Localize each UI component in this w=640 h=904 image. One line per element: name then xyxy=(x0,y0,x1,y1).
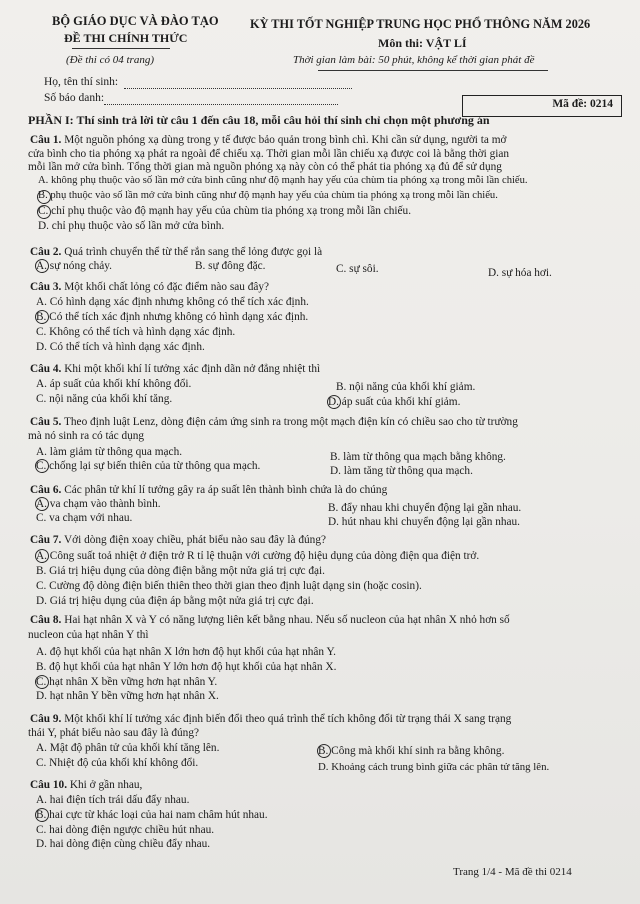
q3-option-d: D. Có thể tích và hình dạng xác định. xyxy=(36,341,205,353)
q10-option-c: C. hai dòng điện ngược chiều hút nhau. xyxy=(36,824,215,836)
q8-stem-line1: Câu 8. Hai hạt nhân X và Y có năng lượng liên kết bằng nhau. Nếu số nucleon của hạt nhân X nhỏ hơn số xyxy=(30,614,510,626)
part1-title: PHẦN I: Thí sinh trả lời từ câu 1 đến câu 18, mỗi câu hỏi thí sinh chỉ chọn một phương án xyxy=(28,113,490,127)
q6-option-c: C. va chạm với nhau. xyxy=(36,512,133,524)
q4-option-d: D. áp suất của khối khí giảm. xyxy=(328,396,461,408)
q8-option-b: B. độ hụt khối của hạt nhân Y lớn hơn độ hụt khối của hạt nhân X. xyxy=(36,661,337,673)
q1-option-b: B. phụ thuộc vào số lần mở cửa bình cũng như độ mạnh hay yếu của chùm tia phóng xạ trong mỗi lần chiếu. xyxy=(38,190,498,201)
q8-stem-line2: nucleon của hạt nhân Y thì xyxy=(28,629,149,641)
header-underline-left xyxy=(72,48,170,49)
q1-stem-line2: cửa bình cho tia phóng xạ phát ra ngoài để chiếu xạ. Thời gian mỗi lần chiếu xạ được coi là bằng thời gian xyxy=(28,148,510,160)
q4-option-b: B. nội năng của khối khí giảm. xyxy=(336,381,476,393)
q5-option-c: C. chống lại sự biến thiên của từ thông qua mạch. xyxy=(36,460,261,472)
q5-option-d: D. làm tăng từ thông qua mạch. xyxy=(330,465,473,477)
q8-option-a: A. độ hụt khối của hạt nhân X lớn hơn độ hụt khối của hạt nhân Y. xyxy=(36,646,336,658)
question-number: Câu 5. xyxy=(30,416,62,428)
page-count-note: (Đề thi có 04 trang) xyxy=(66,54,154,66)
q7-option-d: D. Giá trị hiệu dụng của điện áp bằng một nửa giá trị cực đại. xyxy=(36,595,314,607)
q2-option-d: D. sự hóa hơi. xyxy=(488,267,552,279)
question-number: Câu 3. xyxy=(30,281,62,293)
q7-option-a: A. Công suất toả nhiệt ở điện trở R tỉ lệ thuận với cường độ hiệu dụng của dòng điện qua điện trở. xyxy=(36,550,480,562)
question-number: Câu 9. xyxy=(30,713,62,725)
q2-stem: Câu 2. Quá trình chuyển thể từ thể rắn sang thể lỏng được gọi là xyxy=(30,246,323,258)
question-number: Câu 2. xyxy=(30,246,62,258)
q10-option-b: B. hai cực từ khác loại của hai nam châm hút nhau. xyxy=(36,809,268,821)
candidate-name-field xyxy=(124,88,352,89)
q1-stem-rest: Một nguồn phóng xạ dùng trong y tế được bảo quản trong bình chì. Khi cần sử dụng, người ta mở xyxy=(61,134,507,146)
q1-option-c: C. chỉ phụ thuộc vào độ mạnh hay yếu của chùm tia phóng xạ trong mỗi lần chiếu. xyxy=(38,205,412,217)
question-number: Câu 10. xyxy=(30,779,68,791)
question-number: Câu 8. xyxy=(30,614,62,626)
q1-option-d: D. chỉ phụ thuộc vào số lần mở cửa bình. xyxy=(38,220,225,232)
page-footer: Trang 1/4 - Mã đề thi 0214 xyxy=(453,866,572,878)
q3-option-a: A. Có hình dạng xác định nhưng không có thể tích xác định. xyxy=(36,296,309,308)
q9-option-d: D. Khoảng cách trung bình giữa các phân tử tăng lên. xyxy=(318,761,550,773)
exam-type: ĐỀ THI CHÍNH THỨC xyxy=(64,31,188,45)
q3-option-b: B. Có thể tích xác định nhưng không có hình dạng xác định. xyxy=(36,311,309,323)
q6-stem: Câu 6. Các phân tử khí lí tưởng gây ra áp suất lên thành bình chứa là do chúng xyxy=(30,484,388,496)
q5-stem-line1: Câu 5. Theo định luật Lenz, dòng điện cảm ứng sinh ra trong một mạch điện kín có chiều sao cho từ trường xyxy=(30,416,518,428)
q3-stem: Câu 3. Một khối chất lỏng có đặc điểm nào sau đây? xyxy=(30,281,270,293)
q6-option-a: A. va chạm vào thành bình. xyxy=(36,498,161,510)
question-number: Câu 6. xyxy=(30,484,62,496)
q2-option-b: B. sự đông đặc. xyxy=(195,260,266,272)
q9-stem-line1: Câu 9. Một khối khí lí tưởng xác định biến đổi theo quá trình thể tích không đổi từ trạng thái X sang trạng xyxy=(30,713,512,725)
q4-option-a: A. áp suất của khối khí không đổi. xyxy=(36,378,192,390)
q1-stem-line1 xyxy=(30,134,507,146)
q10-option-d: D. hai dòng điện cùng chiều đẩy nhau. xyxy=(36,838,211,850)
q5-option-a: A. làm giảm từ thông qua mạch. xyxy=(36,446,183,458)
q9-stem-line2: thái Y, phát biểu nào sau đây là đúng? xyxy=(28,727,199,739)
q8-option-d: D. hạt nhân Y bền vững hơn hạt nhân X. xyxy=(36,690,219,702)
q8-option-c: C. hạt nhân X bền vững hơn hạt nhân Y. xyxy=(36,676,218,688)
candidate-id-label: Số báo danh: xyxy=(44,92,105,104)
ministry-name: BỘ GIÁO DỤC VÀ ĐÀO TẠO xyxy=(52,14,219,28)
q6-option-d: D. hút nhau khi chuyển động lại gần nhau. xyxy=(328,516,521,528)
q1-stem-line3: mỗi lần mở cửa bình. Tổng thời gian mà nguồn phóng xạ này còn có thể phát tia phóng xạ đủ để sử dụng xyxy=(28,161,502,173)
exam-code: Mã đề: 0214 xyxy=(552,98,613,110)
q1-option-a: A. không phụ thuộc vào số lần mở cửa bình cũng như độ mạnh hay yếu của chùm tia phóng xạ trong mỗi lần chiếu. xyxy=(38,175,528,186)
q10-stem: Câu 10. Khi ở gần nhau, xyxy=(30,779,143,791)
question-number: Câu 4. xyxy=(30,363,62,375)
q3-option-c: C. Không có thể tích và hình dạng xác định. xyxy=(36,326,236,338)
q9-option-c: C. Nhiệt độ của khối khí không đổi. xyxy=(36,757,199,769)
q9-option-b: B. Công mà khối khí sinh ra bằng không. xyxy=(318,745,505,757)
candidate-id-field xyxy=(104,104,338,105)
q5-stem-line2: mà nó sinh ra có tác dụng xyxy=(28,430,145,442)
q10-option-a: A. hai điện tích trái dấu đẩy nhau. xyxy=(36,794,190,806)
q2-option-c: C. sự sôi. xyxy=(336,263,379,275)
exam-title: KỲ THI TỐT NGHIỆP TRUNG HỌC PHỔ THÔNG NĂM 2026 xyxy=(250,17,591,31)
subject: Môn thi: VẬT LÍ xyxy=(378,36,467,50)
q9-option-a: A. Mật độ phân tử của khối khí tăng lên. xyxy=(36,742,220,754)
q7-option-c: C. Cường độ dòng điện biến thiên theo thời gian theo định luật dạng sin (hoặc cosin). xyxy=(36,580,422,592)
q5-option-b: B. làm từ thông qua mạch bằng không. xyxy=(330,451,506,463)
q1-label: Câu 1. xyxy=(30,134,62,146)
q2-option-a: A. sự nóng chảy. xyxy=(36,260,112,272)
question-number: Câu 7. xyxy=(30,534,62,546)
q7-stem: Câu 7. Với dòng điện xoay chiều, phát biểu nào sau đây là đúng? xyxy=(30,534,326,546)
q4-option-c: C. nội năng của khối khí tăng. xyxy=(36,393,173,405)
q7-option-b: B. Giá trị hiệu dụng của dòng điện bằng một nửa giá trị cực đại. xyxy=(36,565,325,577)
header-underline-right xyxy=(318,70,548,71)
q4-stem: Câu 4. Khi một khối khí lí tưởng xác định dãn nở đẳng nhiệt thì xyxy=(30,363,321,375)
candidate-name-label: Họ, tên thí sinh: xyxy=(44,76,119,88)
time-limit: Thời gian làm bài: 50 phút, không kể thời gian phát đề xyxy=(293,54,535,66)
q6-option-b: B. đẩy nhau khi chuyển động lại gần nhau. xyxy=(328,502,522,514)
